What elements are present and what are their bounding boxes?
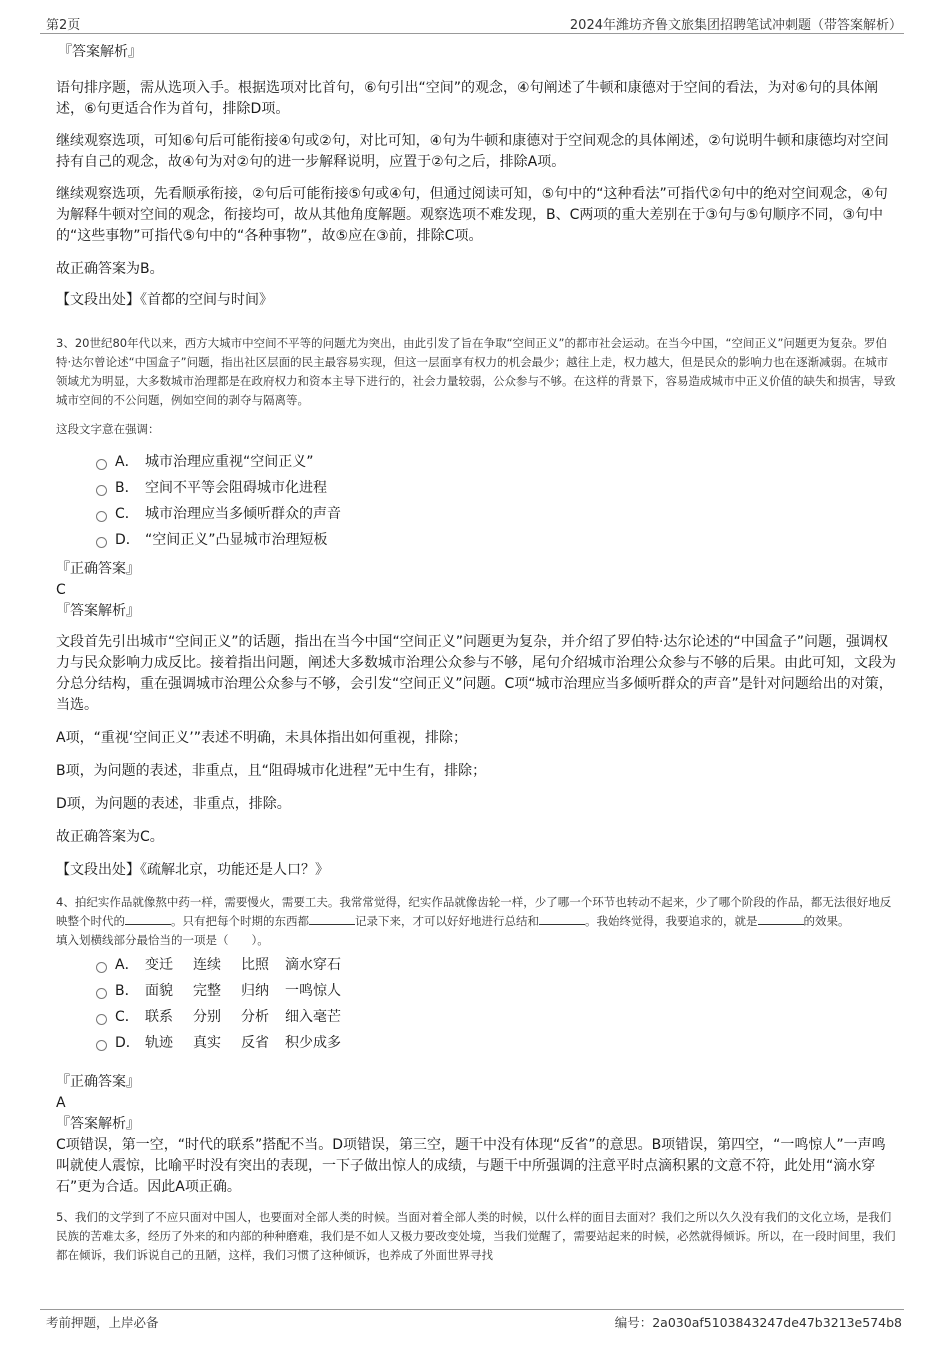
question-3 [56, 334, 896, 881]
question-5 [56, 1208, 896, 1265]
answer-value: A [56, 1095, 66, 1111]
radio-icon[interactable] [96, 485, 107, 496]
option-a[interactable]: A． 城市治理应重视“空间正义” [96, 449, 896, 475]
conclusion: 故正确答案为C。 [56, 829, 164, 845]
conclusion: 故正确答案为B。 [56, 261, 164, 277]
fill-blank[interactable] [758, 912, 804, 925]
radio-icon[interactable] [96, 511, 107, 522]
q2-analysis-block [56, 42, 896, 311]
analysis-paragraph: 文段首先引出城市“空间正义”的话题，指出在当今中国“空间正义”问题更为复杂，并介绍了罗伯特·达尔论述的“中国盒子”问题，强调权力与民众影响力成反比。接着指出问题，阐述大多数城市治理公众参与不够，尾句介绍城市治理公众参与不够的后果。由此可知，文段为分总分结构，重在强调城市治理公众参与不够，会引发“空间正义”问题。C项“城市治理应当多倾听群众的声音”是针对问题给出的对策，当选。 [56, 634, 896, 713]
footer-slogan: 考前押题，上岸必备 [46, 1315, 159, 1330]
page-header [40, 12, 904, 32]
answer-value: C [56, 582, 66, 598]
option-list [96, 449, 896, 553]
analysis-paragraph: A项，“重视‘空间正义’”表述不明确，未具体指出如何重视，排除； [56, 730, 467, 746]
option-list [96, 952, 896, 1056]
analysis-label: 『答案解析』 [56, 603, 140, 619]
question-stem: 4、拍纪实作品就像熬中药一样，需要慢火，需要工夫。我常常觉得，纪实作品就像齿轮一样，少了哪一个环节也转动不起来，少了哪个阶段的作品，都无法很好地反映整个时代的 。只有把每个时期的东西都 记录下来，才可以好好地进行总结和 。我始终觉得，我要追求的，就是 的效果。 [56, 895, 892, 928]
radio-icon[interactable] [96, 537, 107, 548]
analysis-paragraph: B项，为问题的表述，非重点，且“阻碍城市化进程”无中生有，排除； [56, 763, 487, 779]
question-4 [56, 893, 896, 1198]
option-d[interactable]: D． “空间正义”凸显城市治理短板 [96, 527, 896, 553]
analysis-paragraph: 语句排序题，需从选项入手。根据选项对比首句，⑥句引出“空间”的观念，④句阐述了牛顿和康德对于空间的看法，为对⑥句的具体阐述，⑥句更适合作为首句，排除D项。 [56, 80, 879, 117]
option-b[interactable]: B． 面貌 完整 归纳 一鸣惊人 [96, 978, 896, 1004]
page-content [56, 42, 896, 1265]
option-c[interactable]: C． 城市治理应当多倾听群众的声音 [96, 501, 896, 527]
radio-icon[interactable] [96, 962, 107, 973]
option-a[interactable]: A． 变迁 连续 比照 滴水穿石 [96, 952, 896, 978]
radio-icon[interactable] [96, 988, 107, 999]
radio-icon[interactable] [96, 459, 107, 470]
fill-blank[interactable] [539, 912, 585, 925]
question-stem: 3、20世纪80年代以来，西方大城市中空间不平等的问题尤为突出，由此引发了旨在争取“空间正义”的都市社会运动。在当今中国，“空间正义”问题更为复杂。罗伯特·达尔曾论述“中国盒子”问题，指出社区层面的民主最容易实现，但这一层面享有权力的机会最少；越往上走，权力越大，但是民众的影响力也在逐渐减弱。在城市领域尤为明显，大多数城市治理都是在政府权力和资本主导下进行的，社会力量较弱，公众参与不够。在这样的背景下，容易造成城市中正义价值的缺失和损害，导致城市空间的不公问题，例如空间的剥夺与隔离等。 [56, 336, 896, 407]
question-prompt: 这段文字意在强调： [56, 422, 160, 436]
radio-icon[interactable] [96, 1040, 107, 1051]
option-b[interactable]: B． 空间不平等会阻碍城市化进程 [96, 475, 896, 501]
radio-icon[interactable] [96, 1014, 107, 1025]
answer-label: 『正确答案』 [56, 1074, 140, 1090]
fill-blank[interactable] [309, 912, 355, 925]
question-prompt: 填入划横线部分最恰当的一项是（ ）。 [56, 933, 269, 947]
document-title: 2024年潍坊齐鲁文旅集团招聘笔试冲刺题（带答案解析） [569, 18, 902, 33]
question-stem: 5、我们的文学到了不应只面对中国人，也要面对全部人类的时候。当面对着全部人类的时候，以什么样的面目去面对？我们之所以久久没有我们的文化立场，是我们民族的苦难太多，经历了外来的和内部的种种磨难，我们是不如人又极力要改变处境，当我们觉醒了，需要站起来的时候，必然就得倾诉。所以，在一段时间里，我们都在倾诉，我们诉说自己的丑陋，这样，我们习惯了这种倾诉，也养成了外面世界寻找 [56, 1210, 896, 1262]
header-divider [40, 33, 904, 34]
analysis-paragraph: C项错误，第一空，“时代的联系”搭配不当。D项错误，第三空，题干中没有体现“反省”的意思。B项错误，第四空，“一鸣惊人”一声鸣叫就使人震惊，比喻平时没有突出的表现，一下子做出惊人的成绩，与题干中所强调的注意平时点滴积累的文意不符，此处用“滴水穿石”更为合适。因此A项正确。 [56, 1137, 886, 1195]
analysis-paragraph: 继续观察选项，可知⑥句后可能衔接④句或②句，对比可知，④句为牛顿和康德对于空间观念的具体阐述，②句说明牛顿和康德均对空间持有自己的观念，故④句为对②句的进一步解释说明，应置于②句之后，排除A项。 [56, 133, 889, 170]
analysis-label: 『答案解析』 [58, 44, 142, 60]
option-d[interactable]: D． 轨迹 真实 反省 积少成多 [96, 1030, 896, 1056]
analysis-label: 『答案解析』 [56, 1116, 140, 1132]
source-citation: 【文段出处】《首都的空间与时间》 [56, 292, 273, 308]
page-number: 第2页 [46, 18, 81, 33]
answer-label: 『正确答案』 [56, 561, 140, 577]
option-c[interactable]: C． 联系 分别 分析 细入毫芒 [96, 1004, 896, 1030]
fill-blank[interactable] [125, 912, 171, 925]
document-serial: 编号：2a030af5103843247de47b3213e574b8 [614, 1315, 902, 1330]
analysis-paragraph: D项，为问题的表述，非重点，排除。 [56, 796, 291, 812]
analysis-paragraph: 继续观察选项，先看顺承衔接，②句后可能衔接⑤句或④句，但通过阅读可知，⑤句中的“这种看法”可指代②句中的绝对空间观念，④句为解释牛顿对空间的观念，衔接均可，故从其他角度解题。观察选项不难发现，B、C两项的重大差别在于③句与⑤句顺序不同，③句中的“这些事物”可指代⑤句中的“各种事物”，故⑤应在③前，排除C项。 [56, 186, 888, 244]
footer-divider [40, 1309, 904, 1310]
source-citation: 【文段出处】《疏解北京，功能还是人口？》 [56, 862, 329, 878]
